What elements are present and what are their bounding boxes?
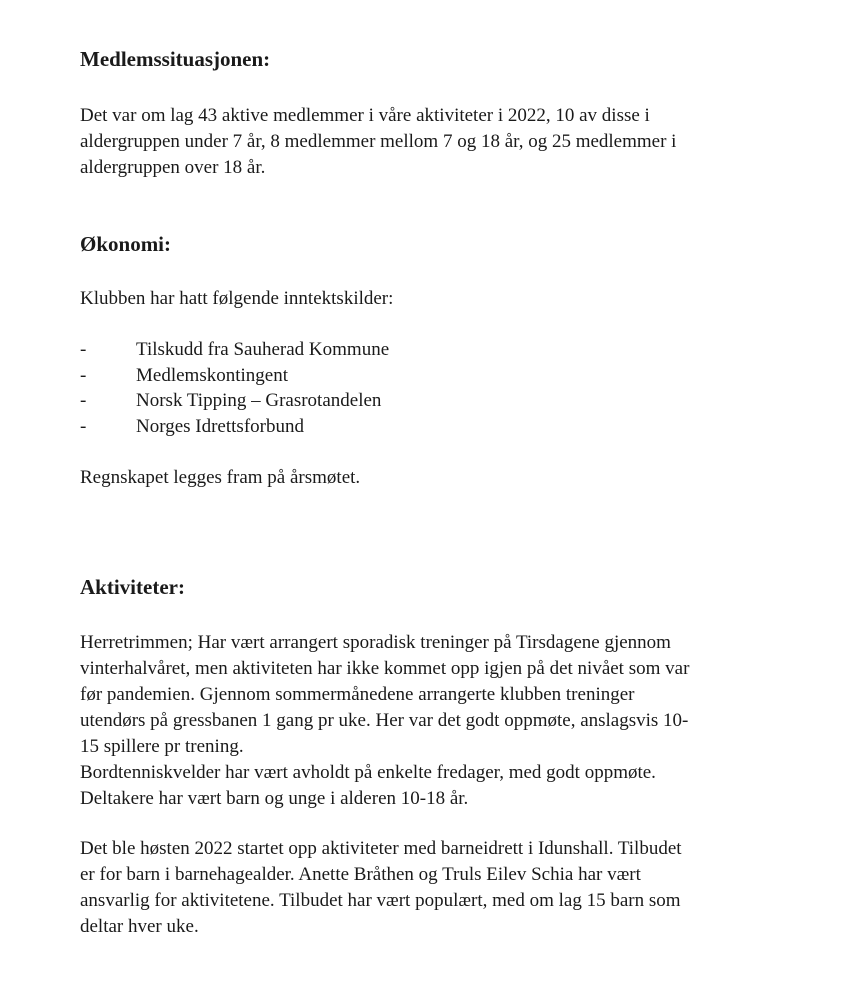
activities-line: Deltakere har vært barn og unge i alderen 10-18 år.: [80, 788, 469, 809]
economy-heading: Økonomi:: [80, 232, 172, 256]
activities-paragraph-2: [80, 836, 682, 940]
income-sources-list: [80, 337, 389, 439]
activities-line: 15 spillere pr trening.: [80, 736, 244, 757]
membership-line: aldergruppen over 18 år.: [80, 157, 266, 178]
list-dash: -: [80, 364, 87, 386]
membership-line: Det var om lag 43 aktive medlemmer i våre aktiviteter i 2022, 10 av disse i: [80, 105, 650, 126]
list-item-text: Norsk Tipping – Grasrotandelen: [136, 390, 382, 411]
activities-paragraph-1: [80, 630, 689, 812]
membership-heading: Medlemssituasjonen:: [80, 47, 271, 71]
list-item: [80, 363, 389, 389]
membership-paragraph: [80, 103, 676, 181]
list-item: [80, 337, 389, 363]
membership-line: aldergruppen under 7 år, 8 medlemmer mellom 7 og 18 år, og 25 medlemmer i: [80, 131, 677, 152]
activities-line: ansvarlig for aktivitetene. Tilbudet har vært populært, med om lag 15 barn som: [80, 890, 681, 911]
activities-line: før pandemien. Gjennom sommermånedene arrangerte klubben treninger: [80, 684, 635, 705]
list-item: [80, 388, 389, 414]
activities-heading: Aktiviteter:: [80, 575, 185, 599]
list-item-text: Tilskudd fra Sauherad Kommune: [136, 339, 390, 360]
activities-line: vinterhalvåret, men aktiviteten har ikke kommet opp igjen på det nivået som var: [80, 658, 690, 679]
list-item-text: Norges Idrettsforbund: [136, 415, 304, 437]
activities-line: deltar hver uke.: [80, 916, 199, 937]
activities-line: Bordtenniskvelder har vært avholdt på enkelte fredager, med godt oppmøte.: [80, 762, 656, 783]
list-dash: -: [80, 339, 87, 360]
list-item: [80, 414, 389, 440]
activities-line: Herretrimmen; Har vært arrangert sporadisk treninger på Tirsdagene gjennom: [80, 632, 671, 653]
economy-intro: Klubben har hatt følgende inntektskilder:: [80, 288, 394, 309]
activities-line: Det ble høsten 2022 startet opp aktiviteter med barneidrett i Idunshall. Tilbudet: [80, 838, 682, 859]
list-dash: -: [80, 415, 87, 437]
activities-line: utendørs på gressbanen 1 gang pr uke. Her var det godt oppmøte, anslagsvis 10-: [80, 710, 689, 731]
activities-line: er for barn i barnehagealder. Anette Bråthen og Truls Eilev Schia har vært: [80, 864, 641, 885]
list-item-text: Medlemskontingent: [136, 364, 288, 386]
list-dash: -: [80, 390, 87, 411]
economy-outro: Regnskapet legges fram på årsmøtet.: [80, 467, 361, 488]
